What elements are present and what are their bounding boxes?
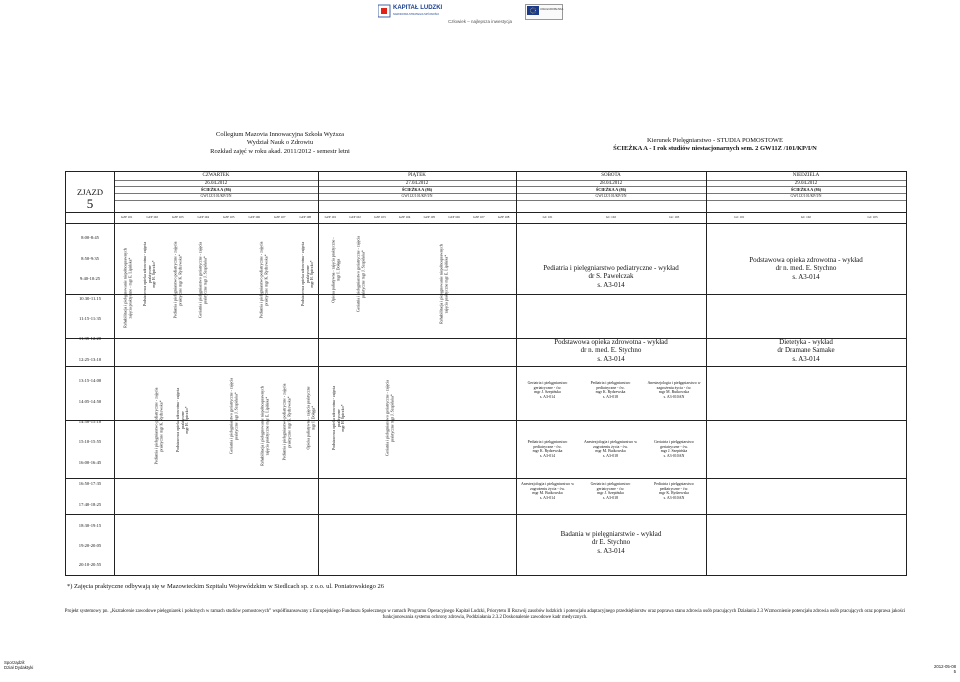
subgroup-fri-8: GZP 108 bbox=[497, 215, 510, 219]
subgroup-thu-4: GZP 104 bbox=[197, 215, 209, 219]
subgroup-fri-1: GZP 101 bbox=[324, 215, 337, 219]
time-slot: 13:15-14:00 bbox=[78, 378, 102, 383]
fri-morning-geriatria: Geriatria i pielęgniarstwo geriatryczne - zajęcia praktyczne mgr J. Szepińska* bbox=[355, 235, 365, 313]
sat-ex-r2-c2: Anestezjologia i pielęgniarstwo w zagrożeniu życia - ćw. mgr M. Butkowska s. A3-018 bbox=[583, 440, 638, 458]
page-info bbox=[934, 664, 956, 675]
subgroup-thu-3: GZP 103 bbox=[172, 215, 184, 219]
logo-subtitle: NARODOWA STRATEGIA SPÓJNOŚCI bbox=[393, 13, 440, 16]
fri-morning-poz: Podstawowa opieka zdrowotna - zajęcia praktyczne mgr H. Spiczko* bbox=[300, 241, 315, 307]
thu-morning-rehab: Rehabilitacja i pielęgnowanie niepełnosprawnych zajęcia praktyczne - mgr E. Lipińska* bbox=[122, 248, 132, 328]
time-slot: 17:40-18:25 bbox=[78, 502, 102, 507]
sat-ex-r3-c3: Pediatria i pielęgniarstwo pediatryczne - ćw. mgr K. Rydzewska s. A3-010AN bbox=[654, 482, 694, 500]
eu-flag-logo bbox=[525, 4, 563, 20]
subgroup-sun-2: GC 102 bbox=[800, 215, 811, 219]
subgroup-fri-7: GZP 107 bbox=[473, 215, 485, 219]
fri-afternoon-geriatria: Geriatria i pielęgniarstwo geriatryczne - zajęcia praktyczne mgr J. Szepińska* bbox=[384, 379, 394, 457]
zjazd-label: ZJAZD 5 bbox=[77, 187, 103, 211]
time-slot: 18:30-19:15 bbox=[78, 523, 102, 528]
subgroup-thu-7: GZP 107 bbox=[274, 215, 286, 219]
day-date-fri: 27.04.2012 bbox=[405, 181, 429, 186]
day-date-sat: 28.04.2012 bbox=[599, 181, 623, 186]
college-header bbox=[150, 131, 410, 156]
page-number: 5 bbox=[953, 669, 956, 675]
prepared-by: Sporządził: Dział Dydaktyki bbox=[4, 660, 34, 671]
time-slot: 16:00-16:45 bbox=[78, 460, 102, 465]
schedule-title: Rozkład zajęć w roku akad. 2011/2012 - semestr letni bbox=[210, 147, 350, 155]
subgroup-fri-4: GZP 104 bbox=[398, 215, 411, 219]
day-name-fri: PIĄTEK bbox=[408, 173, 426, 178]
fri-afternoon-pediatria: Pediatria i pielęgniarstwo pediatryczne - zajęcia praktyczne mgr K. Rydzewska* bbox=[281, 383, 291, 461]
college-name: Collegium Mazovia Innowacyjna Szkoła Wyższa bbox=[215, 131, 344, 138]
subgroup-sat-3: GC 103 bbox=[669, 215, 680, 219]
time-slot: 10.30-11.15 bbox=[78, 296, 102, 301]
thu-morning-poz: Podstawowa opieka zdrowotna - zajęcia praktyczne mgr H. Spiczko* bbox=[142, 241, 157, 307]
time-slot: 16:50-17:35 bbox=[78, 481, 102, 486]
fri-morning-rehab: Rehabilitacja i pielęgnowanie niepełnosprawnych zajęcia praktyczne mgr E. Lipińska* bbox=[438, 244, 448, 324]
day-path-fri: ŚCIEŻKA A (86) bbox=[401, 187, 433, 192]
subgroup-fri-6: GZP 106 bbox=[448, 215, 460, 219]
time-slot: 20:10-20:55 bbox=[78, 562, 102, 567]
program-path: ŚCIEŻKA A - I rok studiów niestacjonarnych sem. 2 GW11Z /101/KP/I/N bbox=[613, 145, 817, 153]
sat-lecture-pediatria: Pediatria i pielęgniarstwo pediatryczne - wykład dr S. Pawełczak s. A3-014 bbox=[543, 264, 679, 289]
subgroup-thu-2: GZP 102 bbox=[146, 215, 158, 219]
sat-ex-r2-c3: Geriatria i pielęgniarstwo geriatryczne - ćw. mgr J. Szepińska s. A3-010AN bbox=[654, 440, 694, 458]
time-slot: 11:35-12:20 bbox=[78, 336, 102, 341]
sat-evening-lecture: Badania w pielęgniarstwie - wykład dr E. Stychno s. A3-014 bbox=[560, 530, 662, 555]
footnote: *) Zajęcia praktyczne odbywają się w Mazowieckim Szpitalu Wojewódzkim w Siedlcach sp. z o.o. ul. Poniatowskiego 26 bbox=[67, 583, 385, 590]
time-slot: 9:40-10:25 bbox=[79, 276, 101, 281]
sun-lecture-poz: Podstawowa opieka zdrowotna - wykład dr n. med. E. Stychno s. A3-014 bbox=[749, 256, 863, 281]
day-path-sat: ŚCIEŻKA A (86) bbox=[595, 187, 627, 192]
subgroup-fri-2: GZP 102 bbox=[349, 215, 361, 219]
subgroup-sat-2: GC 102 bbox=[605, 215, 616, 219]
print-date: 2012-05-08 bbox=[934, 664, 956, 669]
subgroup-thu-8: GZP 108 bbox=[299, 215, 311, 219]
thu-morning-pediatria: Pediatria i pielęgniarstwo pediatryczne - zajęcia praktyczne mgr K. Rydzewska* bbox=[172, 241, 182, 319]
fri-morning-paliatywna: Opieka paliatywna - zajęcia praktyczne - mgr I. Dołęga bbox=[330, 237, 340, 303]
time-slot: 19:20-20:05 bbox=[78, 543, 102, 548]
day-name-sat: SOBOTA bbox=[601, 173, 621, 178]
subgroup-thu-6: GZP 106 bbox=[248, 215, 260, 219]
day-name-sun: NIEDZIELA bbox=[792, 173, 820, 178]
subgroup-fri-5: GZP 105 bbox=[423, 215, 436, 219]
time-slot: 11:15-11:35 bbox=[78, 316, 102, 321]
sat-ex-r1-c1: Geriatria i pielęgniarstwo geriatryczne - ćw. mgr J. Szepińska s. A3-014 bbox=[527, 381, 568, 399]
subgroup-fri-3: GZP 103 bbox=[374, 215, 386, 219]
sun-lecture-dietetyka: Dietetyka - wykład dr Dramane Samake s. A3-014 bbox=[777, 338, 835, 363]
kapital-ludzki-logo bbox=[378, 4, 460, 20]
time-slot: 12:25-13:10 bbox=[78, 357, 102, 362]
day-path-sun: ŚCIEŻKA A (86) bbox=[790, 187, 822, 192]
sat-ex-r3-c1: Anestezjologia i pielęgniarstwo w zagrożeniu życia - ćw. mgr M. Butkowska s. A3-014 bbox=[520, 482, 575, 500]
thu-afternoon-pediatria: Pediatria i pielęgniarstwo pediatryczne - zajęcia praktyczne mgr K. Rydzewska* bbox=[153, 387, 163, 465]
program-header bbox=[585, 137, 845, 154]
day-date-thu: 26.04.2012 bbox=[204, 181, 228, 186]
project-footer: Projekt systemowy pn. „Kształcenie zawodowe pielęgniarek i położnych w ramach studiów pomostowych” współfinansowany z Europejskiego Funduszu Społecznego w ramach Programu Operacyjnego Kapitał Ludzki, Priorytetu II Rozwój zasobów ludzkich i potencjału adaptacyjnego przedsiębiorstw oraz poprawa stanu zdrowia osób pracujących Działania 2.3 Wzmocnienie potencjału zdrowia osób pracujących oraz poprawa jakości funkcjonowania systemu ochrony zdrowia, Poddziałania 2.3.2 Doskonalenie zawodowe kadr medycznych. bbox=[64, 609, 906, 621]
time-slot: 14:50-15:10 bbox=[78, 419, 102, 424]
subgroup-sun-1: GC 101 bbox=[734, 215, 745, 219]
fri-afternoon-rehab: Rehabilitacja i pielęgnowanie niepełnosprawnych zajęcia praktyczne mgr E. Lipińska* bbox=[259, 386, 269, 466]
logo-title: KAPITAŁ LUDZKI bbox=[393, 5, 443, 11]
time-slot: 14:05-14:50 bbox=[78, 399, 102, 404]
time-slot: 15:10-15:55 bbox=[78, 439, 102, 444]
day-name-thu: CZWARTEK bbox=[202, 173, 230, 178]
fri-afternoon-poz: Podstawowa opieka zdrowotna - zajęcia praktyczne mgr H. Spiczko* bbox=[331, 385, 346, 451]
fri-afternoon-paliatywna: Opieka paliatywna - zajęcia praktyczne mgr I. Dołęga* bbox=[305, 386, 315, 450]
sat-ex-r3-c2: Geriatria i pielęgniarstwo geriatryczne - ćw. mgr J. Szepińska s. A3-018 bbox=[590, 482, 631, 500]
eu-label: UNIA EUROPEJSKA bbox=[540, 8, 564, 11]
time-slot: 8:50-9:35 bbox=[81, 256, 99, 261]
subgroup-sun-3: GC 103 bbox=[867, 215, 878, 219]
slogan: Człowiek – najlepsza inwestycja bbox=[448, 19, 513, 24]
day-group-fri: GW11Z/101/KP/I/N bbox=[401, 194, 433, 198]
day-group-sat: GW11Z/101/KP/I/N bbox=[595, 194, 627, 198]
subgroup-thu-1: GZP 101 bbox=[121, 215, 133, 219]
program-name: Kierunek Pielęgniarstwo - STUDIA POMOSTOWE bbox=[646, 137, 783, 144]
thu-afternoon-geriatria: Geriatria i pielęgniarstwo geriatryczne - zajęcia praktyczne mgr J. Szepińska* bbox=[228, 377, 238, 455]
fri-morning-pediatria: Pediatria i pielęgniarstwo pediatryczne - zajęcia praktyczne mgr K. Rydzewska* bbox=[258, 241, 268, 319]
day-date-sun: 29.04.2012 bbox=[794, 181, 818, 186]
day-group-sun: GW11Z/101/KP/I/N bbox=[790, 194, 822, 198]
sat-ex-r1-c3: Anestezjologia i pielęgniarstwo w zagrożeniu życia - ćw. mgr M. Butkowska s. A3-010AN bbox=[647, 381, 701, 399]
sat-ex-r1-c2: Pediatria i pielęgniarstwo pediatryczne - ćw. mgr K. Rydzewska s. A3-018 bbox=[590, 381, 631, 399]
sat-ex-r2-c1: Pediatria i pielęgniarstwo pediatryczne - ćw. mgr K. Rydzewska s. A3-014 bbox=[527, 440, 568, 458]
thu-morning-geriatria: Geriatria i pielęgniarstwo geriatryczne - zajęcia praktyczne mgr J. Szepińska* bbox=[197, 241, 207, 319]
time-slot: 8:00-8:45 bbox=[81, 235, 99, 240]
subgroup-sat-1: GC 101 bbox=[542, 215, 553, 219]
thu-afternoon-poz: Podstawowa opieka zdrowotna - zajęcia praktyczne mgr H. Spiczko* bbox=[175, 387, 190, 453]
schedule-table bbox=[65, 171, 907, 576]
day-group-thu: GW11Z/101/KP/I/N bbox=[200, 194, 232, 198]
day-path-thu: ŚCIEŻKA A (86) bbox=[200, 187, 232, 192]
subgroup-thu-5: GZP 105 bbox=[223, 215, 235, 219]
sat-lecture-poz: Podstawowa opieka zdrowotna - wykład dr n. med. E. Stychno s. A3-014 bbox=[554, 338, 668, 363]
faculty-name: Wydział Nauk o Zdrowiu bbox=[246, 139, 314, 147]
